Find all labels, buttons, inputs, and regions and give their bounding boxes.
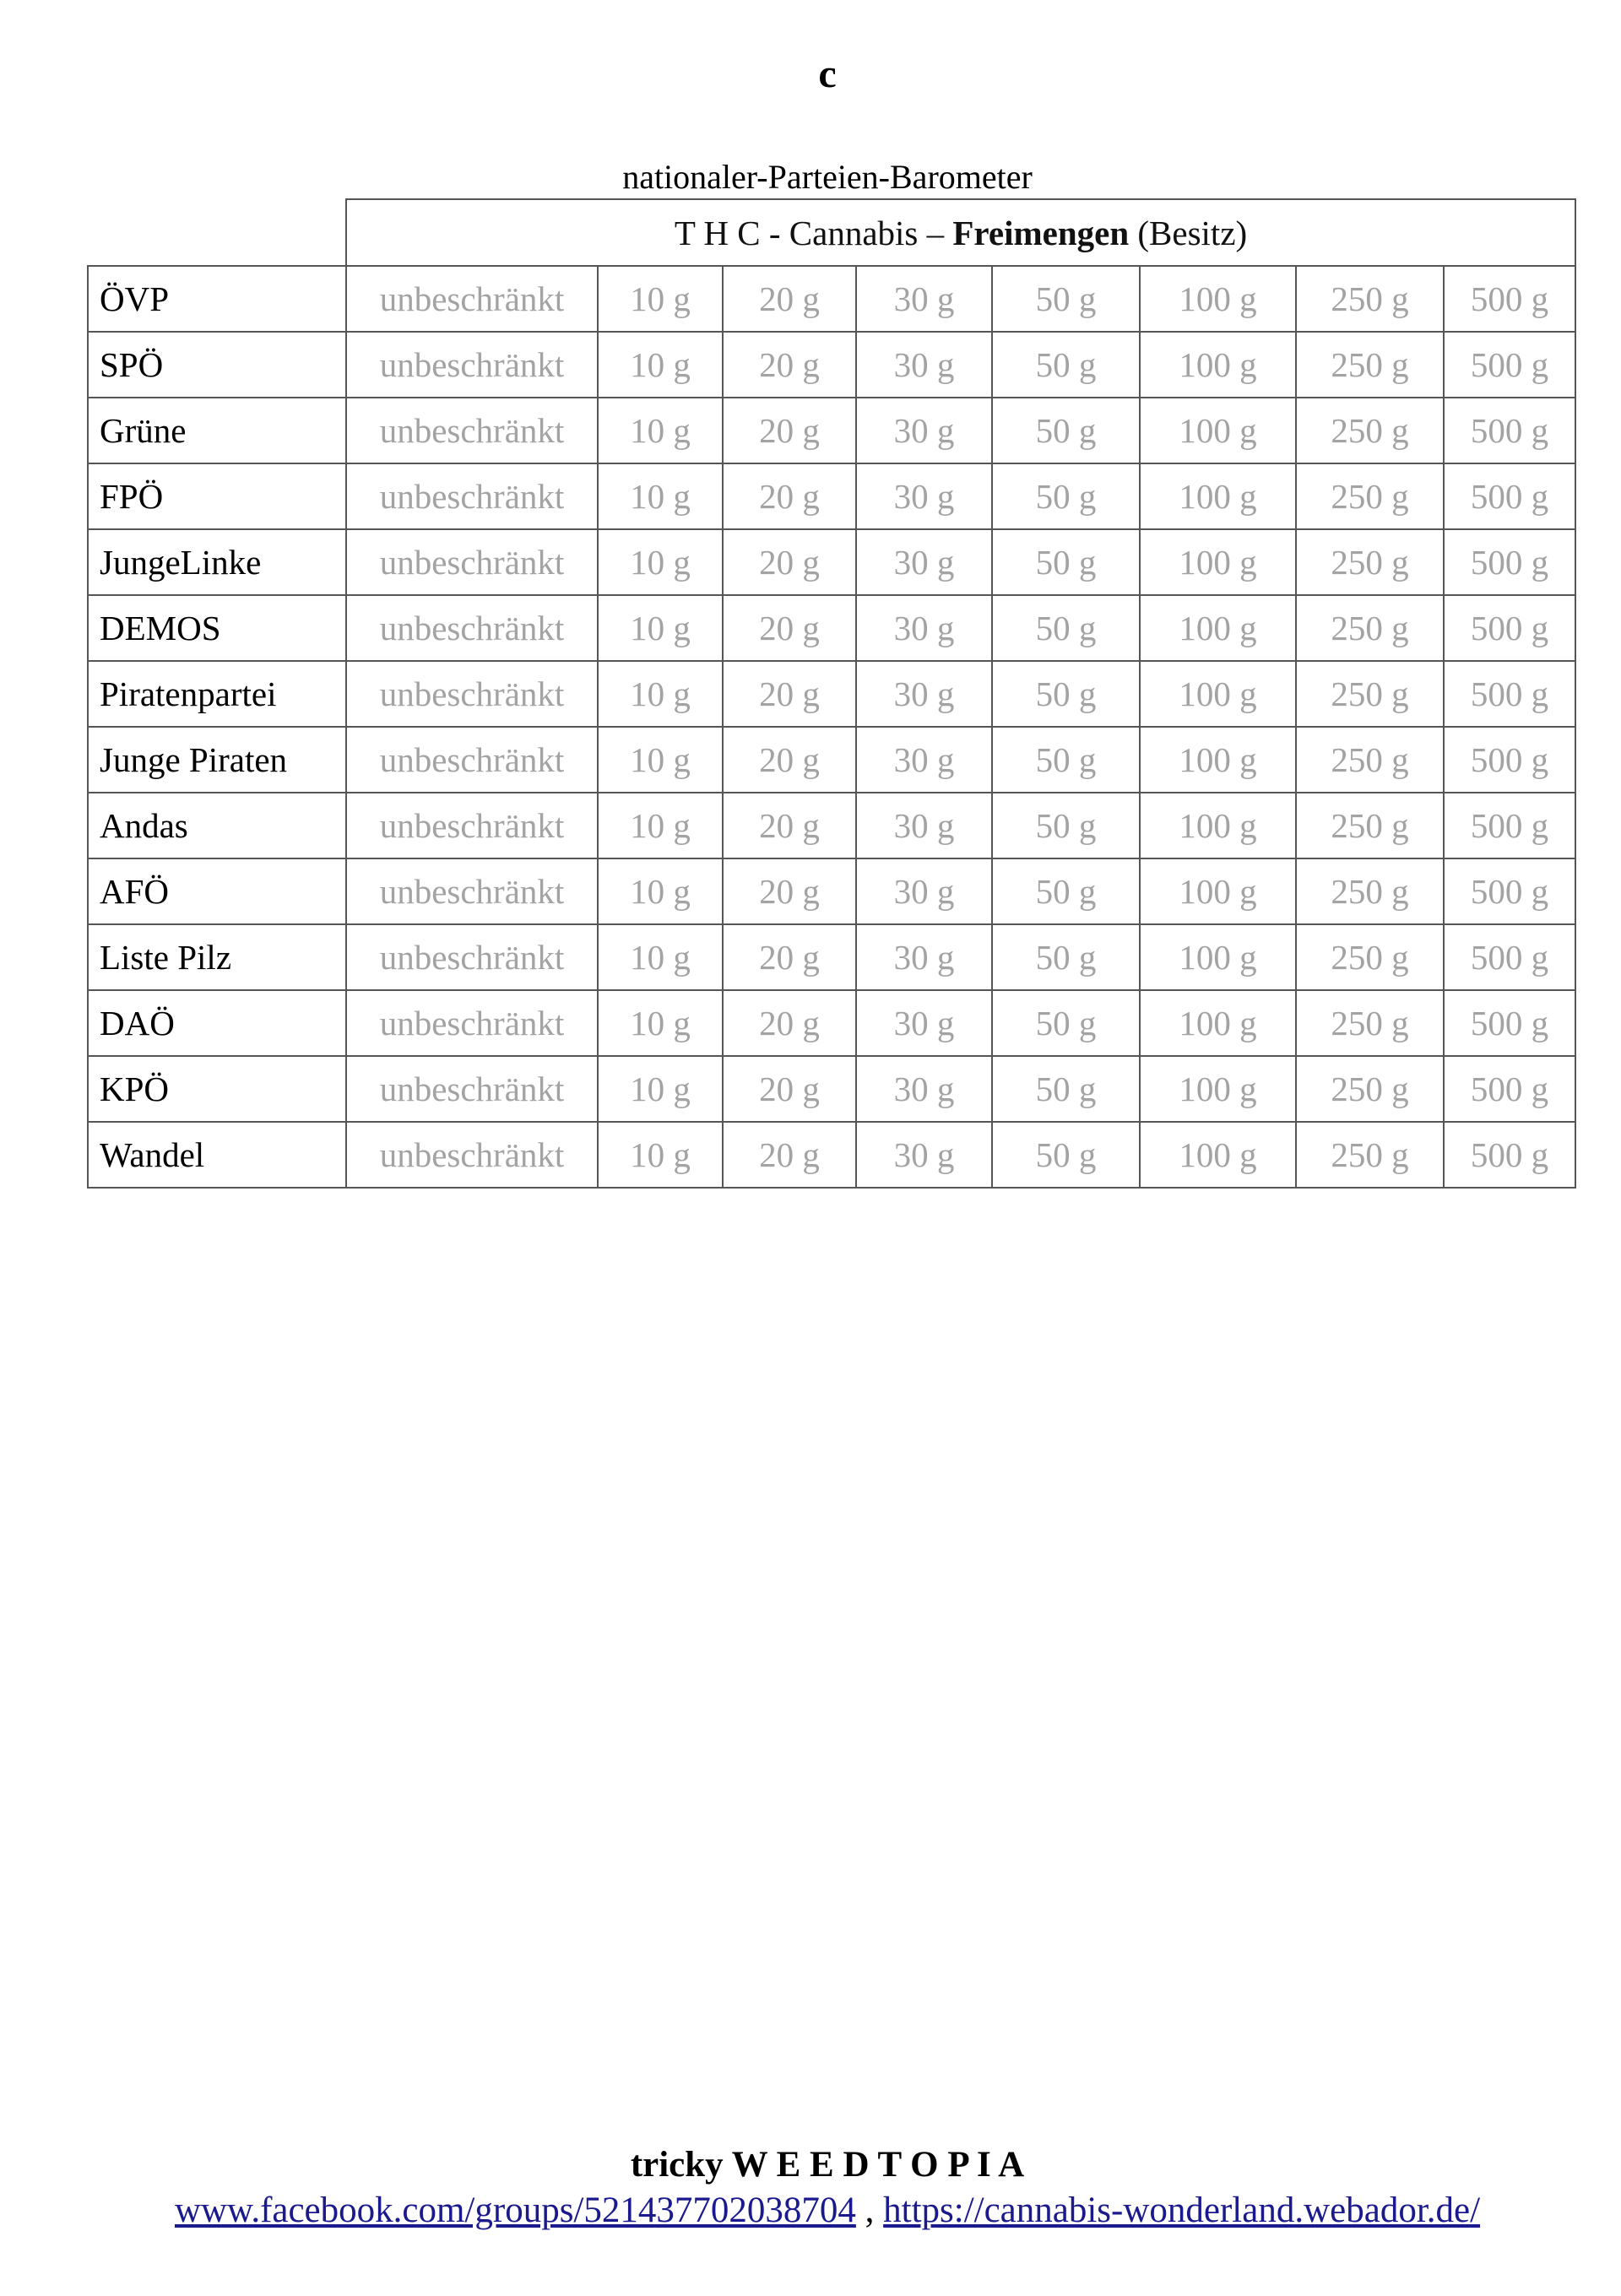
option-cell: unbeschränkt — [346, 398, 598, 463]
website-link[interactable]: https://cannabis-wonderland.webador.de/ — [883, 2190, 1481, 2230]
party-name: DAÖ — [88, 990, 346, 1056]
party-name: Grüne — [88, 398, 346, 463]
option-cell: unbeschränkt — [346, 529, 598, 595]
option-cell: 100 g — [1140, 1056, 1296, 1122]
option-cell: 100 g — [1140, 398, 1296, 463]
option-cell: 20 g — [723, 990, 856, 1056]
option-cell: 10 g — [598, 1122, 723, 1188]
option-cell: 50 g — [992, 858, 1140, 924]
footer-links — [0, 2190, 1621, 2231]
option-cell: 10 g — [598, 332, 723, 398]
option-cell: 100 g — [1140, 595, 1296, 661]
option-cell: unbeschränkt — [346, 463, 598, 529]
option-cell: 250 g — [1296, 463, 1444, 529]
party-name: Wandel — [88, 1122, 346, 1188]
table-row — [88, 858, 1575, 924]
option-cell: 50 g — [992, 990, 1140, 1056]
option-cell: 250 g — [1296, 1056, 1444, 1122]
option-cell: 20 g — [723, 595, 856, 661]
table-row — [88, 266, 1575, 332]
option-cell: 100 g — [1140, 727, 1296, 793]
option-cell: 100 g — [1140, 332, 1296, 398]
party-name: KPÖ — [88, 1056, 346, 1122]
option-cell: 20 g — [723, 266, 856, 332]
option-cell: 50 g — [992, 266, 1140, 332]
option-cell: 30 g — [856, 332, 992, 398]
option-cell: 50 g — [992, 1056, 1140, 1122]
table-header-row — [88, 199, 1575, 266]
option-cell: 30 g — [856, 1122, 992, 1188]
table-row — [88, 661, 1575, 727]
option-cell: 10 g — [598, 727, 723, 793]
header-bold: Freimengen — [952, 213, 1130, 252]
option-cell: 20 g — [723, 463, 856, 529]
option-cell: 20 g — [723, 1056, 856, 1122]
option-cell: 10 g — [598, 858, 723, 924]
option-cell: 100 g — [1140, 529, 1296, 595]
header-suffix: (Besitz) — [1129, 213, 1248, 252]
table-row — [88, 595, 1575, 661]
facebook-group-link[interactable]: www.facebook.com/groups/521437702038704 — [174, 2190, 856, 2230]
option-cell: unbeschränkt — [346, 1056, 598, 1122]
table-header — [346, 199, 1575, 266]
option-cell: 20 g — [723, 398, 856, 463]
option-cell: 20 g — [723, 727, 856, 793]
option-cell: 500 g — [1444, 529, 1575, 595]
option-cell: unbeschränkt — [346, 990, 598, 1056]
option-cell: 500 g — [1444, 661, 1575, 727]
option-cell: unbeschränkt — [346, 924, 598, 990]
table-row — [88, 793, 1575, 858]
party-name: JungeLinke — [88, 529, 346, 595]
header-prefix: T H C - Cannabis – — [674, 213, 953, 252]
option-cell: 250 g — [1296, 595, 1444, 661]
option-cell: 10 g — [598, 266, 723, 332]
table-row — [88, 463, 1575, 529]
table-row — [88, 990, 1575, 1056]
option-cell: 20 g — [723, 332, 856, 398]
option-cell: 500 g — [1444, 990, 1575, 1056]
option-cell: 30 g — [856, 990, 992, 1056]
option-cell: 30 g — [856, 595, 992, 661]
option-cell: 30 g — [856, 661, 992, 727]
table-row — [88, 924, 1575, 990]
option-cell: unbeschränkt — [346, 595, 598, 661]
party-name: Andas — [88, 793, 346, 858]
option-cell: 20 g — [723, 924, 856, 990]
option-cell: unbeschränkt — [346, 793, 598, 858]
option-cell: 500 g — [1444, 924, 1575, 990]
option-cell: unbeschränkt — [346, 1122, 598, 1188]
option-cell: 30 g — [856, 727, 992, 793]
option-cell: 100 g — [1140, 990, 1296, 1056]
option-cell: 50 g — [992, 1122, 1140, 1188]
option-cell: 250 g — [1296, 924, 1444, 990]
party-name: FPÖ — [88, 463, 346, 529]
option-cell: unbeschränkt — [346, 661, 598, 727]
option-cell: 500 g — [1444, 332, 1575, 398]
option-cell: 10 g — [598, 529, 723, 595]
option-cell: 100 g — [1140, 463, 1296, 529]
option-cell: 20 g — [723, 1122, 856, 1188]
option-cell: 50 g — [992, 398, 1140, 463]
option-cell: 10 g — [598, 1056, 723, 1122]
option-cell: 50 g — [992, 332, 1140, 398]
option-cell: 50 g — [992, 595, 1140, 661]
option-cell: 10 g — [598, 990, 723, 1056]
party-name: DEMOS — [88, 595, 346, 661]
option-cell: 50 g — [992, 463, 1140, 529]
option-cell: 30 g — [856, 266, 992, 332]
party-name: Junge Piraten — [88, 727, 346, 793]
option-cell: 10 g — [598, 463, 723, 529]
header-blank-cell — [88, 199, 346, 266]
option-cell: 30 g — [856, 1056, 992, 1122]
option-cell: 50 g — [992, 793, 1140, 858]
option-cell: 30 g — [856, 924, 992, 990]
option-cell: 500 g — [1444, 858, 1575, 924]
option-cell: 100 g — [1140, 661, 1296, 727]
option-cell: 50 g — [992, 661, 1140, 727]
option-cell: 250 g — [1296, 398, 1444, 463]
party-name: SPÖ — [88, 332, 346, 398]
option-cell: 500 g — [1444, 398, 1575, 463]
option-cell: 250 g — [1296, 793, 1444, 858]
option-cell: 500 g — [1444, 595, 1575, 661]
footer-title: tricky W E E D T O P I A — [630, 2145, 1025, 2185]
option-cell: 10 g — [598, 793, 723, 858]
option-cell: 30 g — [856, 858, 992, 924]
option-cell: 10 g — [598, 398, 723, 463]
party-name: ÖVP — [88, 266, 346, 332]
option-cell: 250 g — [1296, 266, 1444, 332]
table-caption: nationaler-Parteien-Barometer — [622, 158, 1033, 196]
party-name: Piratenpartei — [88, 661, 346, 727]
option-cell: 500 g — [1444, 1122, 1575, 1188]
option-cell: 30 g — [856, 463, 992, 529]
option-cell: 10 g — [598, 924, 723, 990]
party-name: Liste Pilz — [88, 924, 346, 990]
option-cell: 500 g — [1444, 793, 1575, 858]
option-cell: 20 g — [723, 858, 856, 924]
option-cell: 500 g — [1444, 266, 1575, 332]
page-letter: c — [818, 51, 837, 96]
option-cell: 20 g — [723, 793, 856, 858]
option-cell: 30 g — [856, 793, 992, 858]
option-cell: 100 g — [1140, 793, 1296, 858]
option-cell: 20 g — [723, 661, 856, 727]
option-cell: 250 g — [1296, 858, 1444, 924]
table-row — [88, 1056, 1575, 1122]
option-cell: unbeschränkt — [346, 266, 598, 332]
option-cell: 250 g — [1296, 661, 1444, 727]
table-row — [88, 529, 1575, 595]
table-row — [88, 1122, 1575, 1188]
option-cell: 100 g — [1140, 924, 1296, 990]
option-cell: 500 g — [1444, 727, 1575, 793]
option-cell: 250 g — [1296, 332, 1444, 398]
party-barometer-table — [87, 198, 1576, 1189]
option-cell: 250 g — [1296, 727, 1444, 793]
option-cell: 100 g — [1140, 1122, 1296, 1188]
option-cell: 20 g — [723, 529, 856, 595]
option-cell: unbeschränkt — [346, 858, 598, 924]
option-cell: 500 g — [1444, 1056, 1575, 1122]
option-cell: 100 g — [1140, 858, 1296, 924]
option-cell: 100 g — [1140, 266, 1296, 332]
option-cell: 50 g — [992, 924, 1140, 990]
option-cell: 500 g — [1444, 463, 1575, 529]
link-separator: , — [855, 2190, 884, 2230]
option-cell: 250 g — [1296, 529, 1444, 595]
option-cell: 30 g — [856, 529, 992, 595]
option-cell: 250 g — [1296, 1122, 1444, 1188]
party-name: AFÖ — [88, 858, 346, 924]
option-cell: 250 g — [1296, 990, 1444, 1056]
option-cell: 10 g — [598, 661, 723, 727]
table-row — [88, 727, 1575, 793]
table-row — [88, 332, 1575, 398]
option-cell: 50 g — [992, 529, 1140, 595]
option-cell: unbeschränkt — [346, 727, 598, 793]
option-cell: 30 g — [856, 398, 992, 463]
option-cell: unbeschränkt — [346, 332, 598, 398]
option-cell: 50 g — [992, 727, 1140, 793]
table-row — [88, 398, 1575, 463]
option-cell: 10 g — [598, 595, 723, 661]
